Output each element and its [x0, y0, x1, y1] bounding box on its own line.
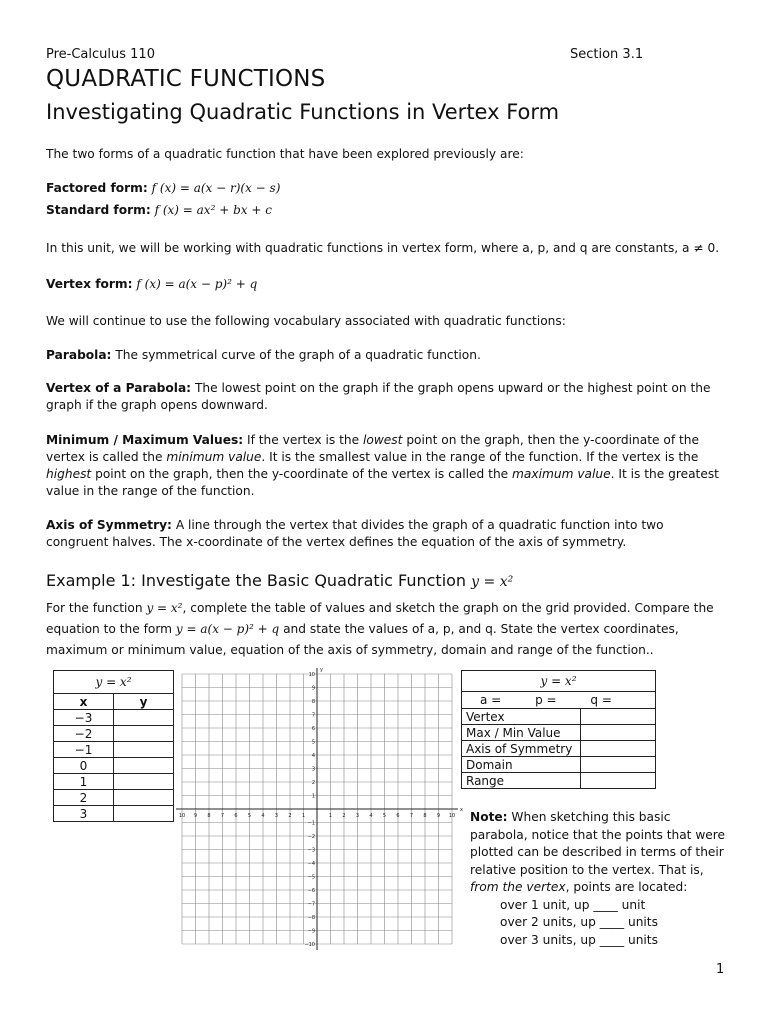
def-minmax-minval: minimum value [166, 450, 262, 464]
y-tick-label: 9 [311, 685, 315, 692]
apq-row[interactable] [462, 692, 656, 709]
course-label: Pre-Calculus 110 [46, 47, 155, 62]
section-label: Section 3.1 [570, 47, 644, 62]
y-tick-label: 2 [311, 780, 315, 786]
def-axis-term: Axis of Symmetry: [46, 518, 172, 532]
property-answer[interactable] [581, 757, 656, 773]
x-tick-label: 8 [423, 813, 427, 819]
example-text-1: For the function [46, 601, 143, 615]
unit-text: In this unit, we will be working with quadratic functions in vertex form, where a, p, and q are constants, a ≠ 0. [46, 241, 720, 255]
example-text-2: , complete the table of values and sketch the graph on the grid provided. Compare the equation to the form [46, 601, 714, 636]
table-header-x: x [54, 694, 114, 710]
x-tick-label: 1 [328, 813, 333, 819]
intro-text: The two forms of a quadratic function that have been explored previously are: [46, 147, 524, 161]
x-tick-label: 10 [178, 813, 186, 819]
example-eq-2: y = a(x − p)² + q [175, 622, 280, 636]
table-x-cell: −3 [54, 710, 114, 726]
x-tick-label: 5 [247, 813, 252, 819]
table-y-cell[interactable] [114, 710, 174, 726]
y-tick-label: −9 [307, 928, 315, 935]
properties-caption: y = x² [462, 671, 656, 692]
def-minmax-lowest: lowest [363, 433, 403, 447]
standard-equation: f (x) = ax² + bx + c [154, 203, 272, 217]
def-minmax-maxval: maximum value [512, 467, 611, 481]
x-tick-label: 1 [301, 813, 306, 819]
table-y-cell[interactable] [114, 726, 174, 742]
table-y-cell[interactable] [114, 742, 174, 758]
vocab-intro: We will continue to use the following vocabulary associated with quadratic functions: [46, 314, 566, 328]
def-parabola-text: The symmetrical curve of the graph of a quadratic function. [115, 348, 481, 362]
factored-form [46, 180, 726, 197]
def-axis-text: A line through the vertex that divides the graph of a quadratic function into two congruent halves. The x-coordinate of the vertex defines the equation of the axis of symmetry. [46, 518, 664, 549]
x-tick-label: 6 [396, 813, 400, 819]
factored-equation: f (x) = a(x − r)(x − s) [151, 181, 281, 195]
table-y-cell[interactable] [114, 790, 174, 806]
factored-label: Factored form: [46, 181, 148, 195]
def-minmax-term: Minimum / Maximum Values: [46, 433, 244, 447]
standard-label: Standard form: [46, 203, 151, 217]
def-vertex-text: The lowest point on the graph if the graph opens upward or the highest point on the graph if the graph opens downward. [46, 381, 711, 412]
table-header-y: y [114, 694, 174, 710]
standard-form [46, 202, 726, 219]
def-minmax [46, 432, 726, 500]
example-title [46, 571, 513, 590]
table-x-cell: −2 [54, 726, 114, 742]
def-minmax-text-5: . It is the greatest value in the range of the function. [46, 467, 719, 498]
property-label: Vertex [462, 709, 581, 725]
def-minmax-highest: highest [46, 467, 92, 481]
property-label: Range [462, 773, 581, 789]
table-y-cell[interactable] [114, 758, 174, 774]
y-tick-label: −7 [307, 901, 315, 908]
y-tick-label: −4 [307, 861, 315, 867]
table-x-cell: 3 [54, 806, 114, 822]
y-tick-label: 5 [311, 739, 315, 746]
note-text-2: , points are located: [565, 880, 688, 894]
note-line: over 3 units, up ____ units [500, 932, 658, 947]
y-tick-label: −3 [307, 847, 315, 854]
y-tick-label: 8 [311, 699, 315, 705]
example-instructions [46, 598, 726, 661]
y-tick-label: 3 [311, 766, 315, 773]
x-tick-label: 10 [448, 813, 456, 819]
table-y-cell[interactable] [114, 774, 174, 790]
example-title-text: Example 1: Investigate the Basic Quadratic Function [46, 571, 467, 590]
def-minmax-text-1: If the vertex is the [247, 433, 360, 447]
x-tick-label: 5 [382, 813, 387, 819]
def-vertex [46, 380, 726, 414]
x-tick-label: 3 [274, 813, 279, 819]
x-tick-label: 6 [234, 813, 238, 819]
vertex-form [46, 276, 726, 293]
x-tick-label: 2 [288, 813, 292, 819]
x-tick-label: 9 [193, 813, 198, 819]
y-tick-label: −6 [307, 888, 315, 894]
example-title-equation: y = x² [471, 574, 514, 590]
y-tick-label: 1 [311, 793, 315, 800]
y-tick-label: −5 [307, 874, 315, 881]
table-caption: y = x² [54, 671, 174, 694]
x-tick-label: 4 [261, 813, 265, 819]
table-y-cell[interactable] [114, 806, 174, 822]
note-text-1: When sketching this basic parabola, notice that the points that were plotted can be described in terms of their relative position to the vertex. That is, [470, 810, 726, 877]
def-axis [46, 517, 726, 551]
q-label: q = [590, 693, 612, 707]
p-label: p = [535, 693, 557, 707]
x-axis-label: x [460, 807, 463, 813]
x-tick-label: 4 [369, 813, 373, 819]
def-minmax-text-2: point on the graph, then the y-coordinate of the vertex is called the [46, 433, 699, 464]
def-vertex-term: Vertex of a Parabola: [46, 381, 192, 395]
property-answer[interactable] [581, 773, 656, 789]
y-axis-label: y [320, 667, 323, 673]
def-minmax-text-4: point on the graph, then the y-coordinate of the vertex is called the [95, 467, 509, 481]
property-answer[interactable] [581, 709, 656, 725]
property-label: Axis of Symmetry [462, 741, 581, 757]
note-italic: from the vertex [470, 880, 566, 894]
y-tick-label: 4 [311, 753, 315, 759]
x-tick-label: 9 [436, 813, 441, 819]
vertex-form-label: Vertex form: [46, 277, 133, 291]
y-tick-label: −2 [307, 834, 315, 840]
property-label: Domain [462, 757, 581, 773]
a-label: a = [480, 693, 502, 707]
y-tick-label: −10 [304, 942, 315, 948]
table-x-cell: 2 [54, 790, 114, 806]
x-tick-label: 7 [220, 813, 225, 819]
property-label: Max / Min Value [462, 725, 581, 741]
x-tick-label: 3 [355, 813, 360, 819]
y-tick-label: −1 [307, 820, 315, 827]
coordinate-grid[interactable] [172, 664, 462, 954]
vertex-form-equation: f (x) = a(x − p)² + q [136, 277, 258, 291]
x-tick-label: 2 [342, 813, 346, 819]
example-eq-1: y = x² [146, 601, 183, 615]
table-x-cell: −1 [54, 742, 114, 758]
y-tick-label: 6 [311, 726, 315, 732]
table-x-cell: 1 [54, 774, 114, 790]
note-term: Note: [470, 810, 508, 824]
y-tick-label: 7 [311, 712, 315, 719]
property-answer[interactable] [581, 725, 656, 741]
def-minmax-text-3: . It is the smallest value in the range of the function. If the vertex is the [261, 450, 699, 464]
y-tick-label: 10 [308, 672, 315, 678]
table-of-values [53, 670, 174, 822]
def-parabola [46, 347, 726, 364]
note-block [470, 809, 730, 949]
page-subtitle: Investigating Quadratic Functions in Vertex Form [46, 100, 560, 124]
x-tick-label: 8 [207, 813, 211, 819]
properties-table [461, 670, 656, 789]
note-line: over 1 unit, up ____ unit [500, 897, 646, 912]
page-title: QUADRATIC FUNCTIONS [46, 66, 326, 92]
note-line: over 2 units, up ____ units [500, 915, 658, 929]
x-tick-label: 7 [409, 813, 414, 819]
property-answer[interactable] [581, 741, 656, 757]
def-parabola-term: Parabola: [46, 348, 112, 362]
table-x-cell: 0 [54, 758, 114, 774]
page-number: 1 [716, 962, 725, 977]
example-text-3: and state the values of a, p, and q. State the vertex coordinates, maximum or minimum value, equation of the axis of symmetry, domain and range of the function.. [46, 622, 679, 657]
y-tick-label: −8 [307, 915, 315, 921]
